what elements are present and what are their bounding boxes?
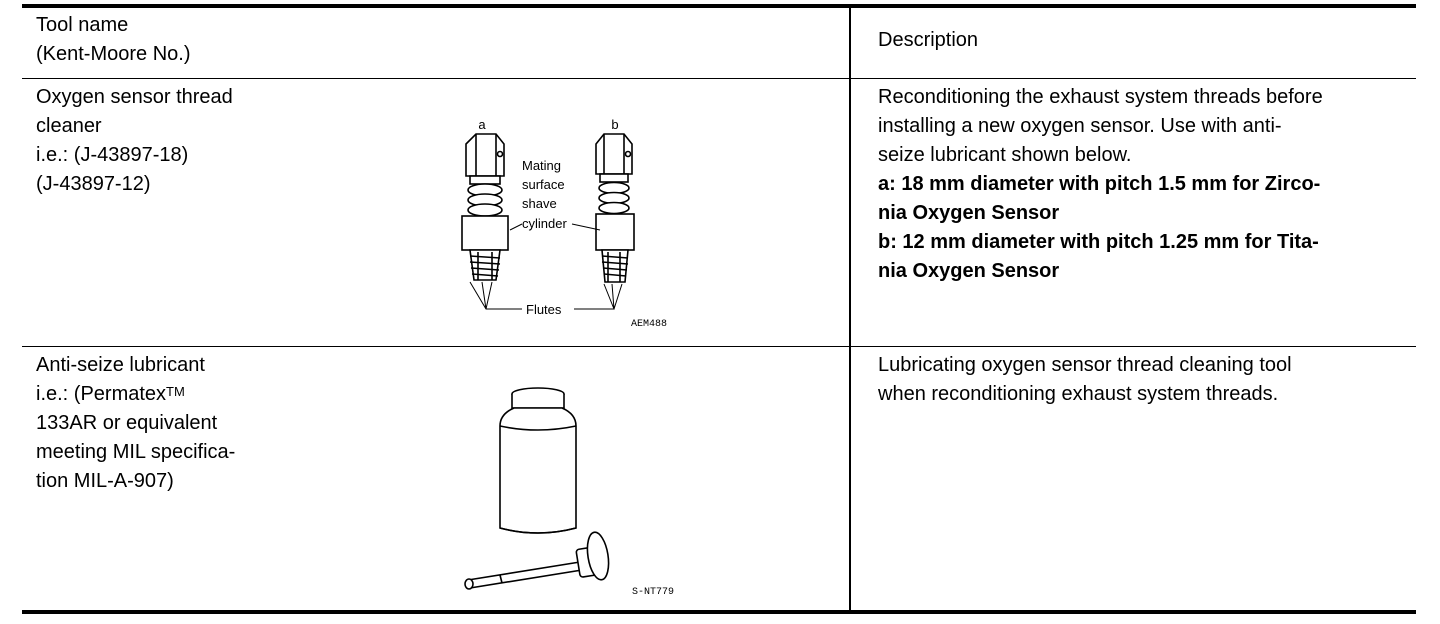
header-description: [878, 26, 978, 55]
row2-description: [878, 351, 1292, 409]
header-description-label: Description: [878, 29, 979, 51]
row2-name-line: meeting MIL specifica-: [36, 441, 236, 463]
header-tool-name: [36, 11, 191, 69]
callout-text: Mating: [522, 158, 562, 173]
row1-spec-line: b: 12 mm diameter with pitch 1.25 mm for Tita-: [878, 231, 1319, 253]
row1-description-line: installing a new oxygen sensor. Use with anti-: [878, 115, 1282, 137]
row2-name-prefix: i.e.: (Permatex: [36, 383, 167, 405]
column-divider: [849, 4, 851, 614]
tool-a-label: a: [478, 117, 486, 132]
figure-code: S-NT779: [632, 587, 675, 598]
row1-spec-line: a: 18 mm diameter with pitch 1.5 mm for Zirco-: [878, 173, 1321, 195]
row1-name-line: (J-43897-12): [36, 173, 151, 195]
thread-cleaner-illustration: [440, 112, 710, 334]
row-divider: [22, 346, 1416, 347]
header-divider: [22, 78, 1416, 79]
anti-seize-lubricant-illustration: [460, 384, 710, 600]
flutes-label: Flutes: [526, 302, 562, 317]
row2-tool-name: [36, 351, 235, 496]
tool-b-label: b: [611, 117, 619, 132]
table-bottom-border: [22, 610, 1416, 614]
row1-spec-line: nia Oxygen Sensor: [878, 202, 1060, 224]
row1-description-line: Reconditioning the exhaust system threads before: [878, 86, 1323, 108]
trademark-symbol: TM: [166, 384, 185, 399]
row1-description: [878, 83, 1323, 286]
header-tool-name-line2: (Kent-Moore No.): [36, 43, 191, 65]
row1-description-line: seize lubricant shown below.: [878, 144, 1132, 166]
row1-name-line: Oxygen sensor thread: [36, 86, 233, 108]
header-tool-name-line1: Tool name: [36, 14, 129, 36]
row2-name-line: Anti-seize lubricant: [36, 354, 205, 376]
row2-description-line: Lubricating oxygen sensor thread cleaning tool: [878, 354, 1292, 376]
row2-description-line: when reconditioning exhaust system threads.: [878, 383, 1279, 405]
row1-tool-name: [36, 83, 233, 199]
figure-code: AEM488: [631, 319, 668, 330]
row2-name-line: tion MIL-A-907): [36, 470, 174, 492]
row1-name-line: cleaner: [36, 115, 102, 137]
row1-name-line: i.e.: (J-43897-18): [36, 144, 189, 166]
callout-text: surface: [522, 177, 565, 192]
row1-spec-line: nia Oxygen Sensor: [878, 260, 1060, 282]
callout-text: shave: [522, 196, 557, 211]
row2-name-line-with-trademark: [36, 380, 235, 409]
table-top-border: [22, 4, 1416, 8]
row2-name-line: 133AR or equivalent: [36, 412, 218, 434]
callout-text: cylinder: [522, 216, 567, 231]
